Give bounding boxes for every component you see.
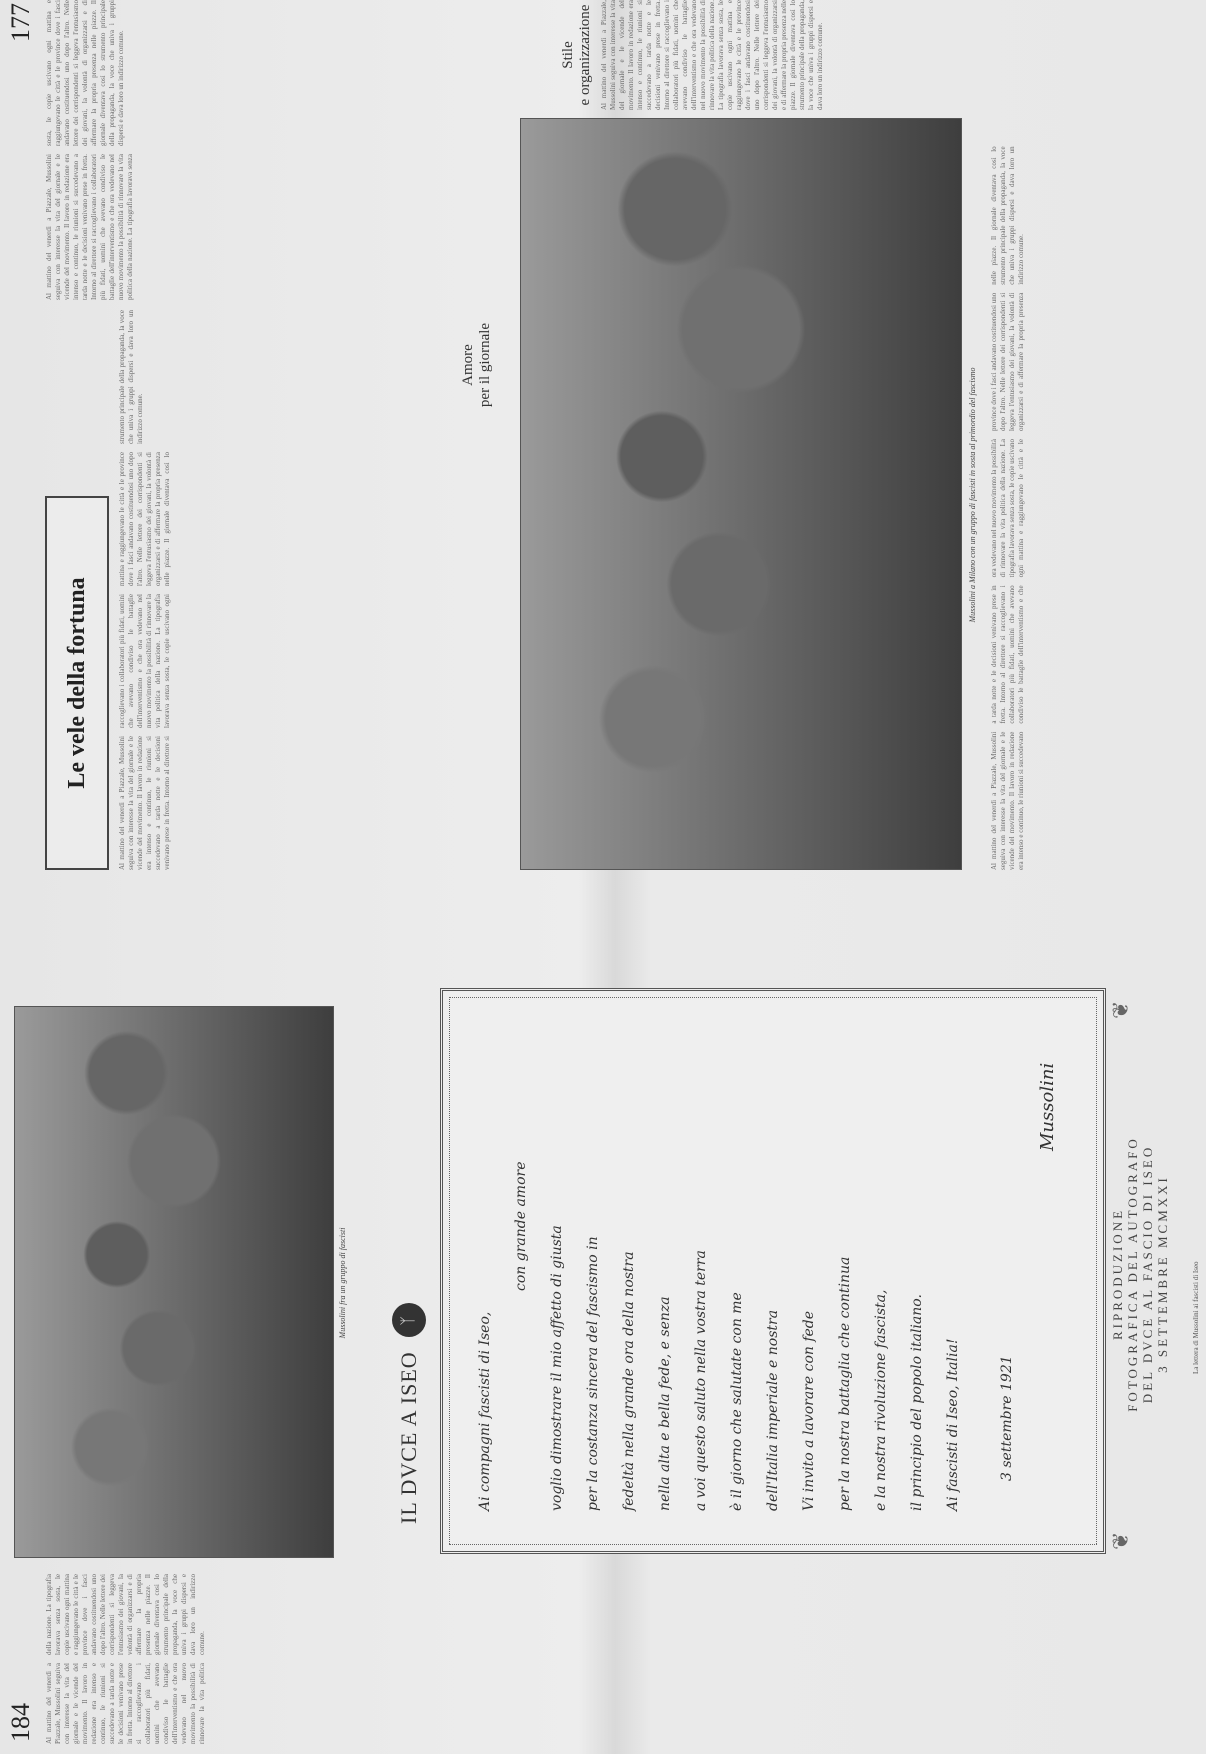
right-page-text-left: [118, 310, 458, 870]
letter-lines: [477, 1021, 981, 1511]
right-page: [0, 0, 1206, 870]
article-text: Al mattino del venerdì a Piazzale, Mussolini seguiva con interesse la vita del giornale e le vicende del movimento. Il lavoro in redazione era intenso e continuo, le riunioni si succedevano a tarda notte e le decisioni venivano prese in fretta. Intorno al direttore si raccoglievano i collaboratori più fidati, uomini che avevano condiviso le battaglie dell'interventismo e che ora vedevano nel nuovo movimento la possibilità di rinnovare la vita politica della nazione. La tipografia lavorava senza sosta, le copie uscivano ogni mattina e raggiungevano le città e le province dove i fasci andavano costituendosi uno dopo l'altro. Nelle lettere dei corrispondenti si leggeva l'entusiasmo dei giovani, la volontà di organizzarsi e di affermare la propria presenza nelle piazze. Il giornale diventava così lo strumento principale della propaganda, la voce che univa i gruppi dispersi e dava loro un indirizzo comune.: [990, 146, 1025, 870]
letter-line: a voi questo saluto nella vostra terra: [693, 1250, 709, 1511]
letter-line: per la costanza sincera del fascismo in: [585, 1236, 601, 1511]
subhead-amore-line-1: Amore: [460, 344, 476, 386]
subhead-stile-line-2: e organizzazione: [577, 4, 593, 106]
right-page-text-side: [600, 0, 980, 110]
subhead-stile: [560, 0, 594, 110]
article-text: Al mattino del venerdì a Piazzale, Mussolini seguiva con interesse la vita del giornale e le vicende del movimento. Il lavoro in redazione era intenso e continuo, le riunioni si succedevano a tarda notte e le decisioni venivano prese in fretta. Intorno al direttore si raccoglievano i collaboratori più fidati, uomini che avevano condiviso le battaglie dell'interventismo e che ora vedevano nel nuovo movimento la possibilità di rinnovare la vita politica della nazione. La tipografia lavorava senza sosta, le copie uscivano ogni mattina e raggiungevano le città e le province dove i fasci andavano costituendosi uno dopo l'altro. Nelle lettere dei corrispondenti si leggeva l'entusiasmo dei giovani, la volontà di organizzarsi e di affermare la propria presenza nelle piazze. Il giornale diventava così lo strumento principale della propaganda, la voce che univa i gruppi dispersi e dava loro un indirizzo comune.: [45, 1574, 206, 1744]
letter-line: per la nostra battaglia che continua: [837, 1256, 853, 1511]
right-page-text-bottom: [990, 0, 1195, 870]
letter-line: dell'Italia imperiale e nostra: [765, 1309, 781, 1511]
letter-line: voglio dimostrare il mio affetto di giusta: [549, 1225, 565, 1511]
subhead-stile-line-1: Stile: [560, 41, 576, 69]
letter-frame: [440, 988, 1106, 1554]
reproduction-line-3: DEL DVCE AL FASCIO DI ISEO: [1140, 1144, 1155, 1404]
document-title: [392, 1303, 426, 1524]
right-page-photo-caption: Mussolini a Milano con un gruppo di fascisti in sosta al primordio del fascismo: [968, 367, 977, 623]
reproduction-line-2: FOTOGRAFICA DEL AUTOGRAFO: [1125, 1136, 1140, 1412]
left-page-foot-caption: La lettera di Mussolini ai fascisti di Iseo: [1192, 1261, 1200, 1374]
letter-line: nella alta e bella fede, e senza: [657, 1296, 673, 1511]
subhead-amore: [460, 310, 494, 420]
left-page-photo-caption: Mussolini fra un gruppo di fascisti: [338, 1227, 347, 1339]
letter-line: Vi invito a lavorare con fede: [801, 1310, 817, 1511]
article-text: Al mattino del venerdì a Piazzale, Mussolini seguiva con interesse la vita del giornale e le vicende del movimento. Il lavoro in redazione era intenso e continuo, le riunioni si succedevano a tarda notte e le decisioni venivano prese in fretta. Intorno al direttore si raccoglievano i collaboratori più fidati, uomini che avevano condiviso le battaglie dell'interventismo e che ora vedevano nel nuovo movimento la possibilità di rinnovare la vita politica della nazione. La tipografia lavorava senza sosta, le copie uscivano ogni mattina e raggiungevano le città e le province dove i fasci andavano costituendosi uno dopo l'altro. Nelle lettere dei corrispondenti si leggeva l'entusiasmo dei giovani, la volontà di organizzarsi e di affermare la propria presenza nelle piazze. Il giornale diventava così lo strumento principale della propaganda, la voce che univa i gruppi dispersi e dava loro un indirizzo comune.: [45, 0, 134, 300]
reproduction-text: [1110, 1034, 1170, 1514]
right-page-photo: [520, 118, 962, 870]
article-text: Al mattino del venerdì a Piazzale, Mussolini seguiva con interesse la vita del giornale e le vicende del movimento. Il lavoro in redazione era intenso e continuo, le riunioni si succedevano a tarda notte e le decisioni venivano prese in fretta. Intorno al direttore si raccoglievano i collaboratori più fidati, uomini che avevano condiviso le battaglie dell'interventismo e che ora vedevano nel nuovo movimento la possibilità di rinnovare la vita politica della nazione. La tipografia lavorava senza sosta, le copie uscivano ogni mattina e raggiungevano le città e le province dove i fasci andavano costituendosi uno dopo l'altro. Nelle lettere dei corrispondenti si leggeva l'entusiasmo dei giovani, la volontà di organizzarsi e di affermare la propria presenza nelle piazze. Il giornale diventava così lo strumento principale della propaganda, la voce che univa i gruppi dispersi e dava loro un indirizzo comune.: [600, 0, 824, 110]
letter-line: Ai fascisti di Iseo, Italia!: [945, 1338, 961, 1511]
letter-line: il principio del popolo italiano.: [909, 1294, 925, 1511]
right-page-text-right: [45, 0, 545, 300]
article-text: Al mattino del venerdì a Piazzale, Mussolini seguiva con interesse la vita del giornale e le vicende del movimento. Il lavoro in redazione era intenso e continuo, le riunioni si succedevano a tarda notte e le decisioni venivano prese in fretta. Intorno al direttore si raccoglievano i collaboratori più fidati, uomini che avevano condiviso le battaglie dell'interventismo e che ora vedevano nel nuovo movimento la possibilità di rinnovare la vita politica della nazione. La tipografia lavorava senza sosta, le copie uscivano ogni mattina e raggiungevano le città e le province dove i fasci andavano costituendosi uno dopo l'altro. Nelle lettere dei corrispondenti si leggeva l'entusiasmo dei giovani, la volontà di organizzarsi e di affermare la propria presenza nelle piazze. Il giornale diventava così lo strumento principale della propaganda, la voce che univa i gruppi dispersi e dava loro un indirizzo comune.: [118, 310, 171, 870]
letter-line: Ai compagni fascisti di Iseo,: [477, 1311, 493, 1511]
ornament-left-icon: ❦: [1108, 1531, 1133, 1550]
letter-line: con grande amore: [513, 1161, 529, 1291]
fascio-emblem-icon: ᛉ: [392, 1303, 426, 1337]
letter-signature: Mussolini: [1037, 1062, 1058, 1151]
right-page-number: 177: [6, 3, 35, 42]
letter-line: è il giorno che salutate con me: [729, 1292, 745, 1511]
left-page-article-text: [45, 1574, 1195, 1744]
document-title-text: IL DVCE A ISEO: [396, 1351, 421, 1524]
letter-date: 3 settembre 1921: [999, 1355, 1015, 1481]
letter-line: fedeltà nella grande ora della nostra: [621, 1251, 637, 1511]
left-page-number: 184: [6, 1703, 35, 1742]
ornament-right-icon: ❦: [1108, 1000, 1133, 1019]
reproduction-line-1: RIPRODUZIONE: [1110, 1207, 1125, 1341]
reproduction-line-4: 3 SETTEMBRE MCMXXI: [1155, 1175, 1170, 1373]
subhead-amore-line-2: per il giornale: [477, 322, 493, 408]
headline: Le vele della fortuna: [45, 496, 109, 870]
left-page-photo: [14, 1006, 334, 1558]
letter-line: e la nostra rivoluzione fascista,: [873, 1289, 889, 1511]
left-page: [0, 884, 1206, 1754]
